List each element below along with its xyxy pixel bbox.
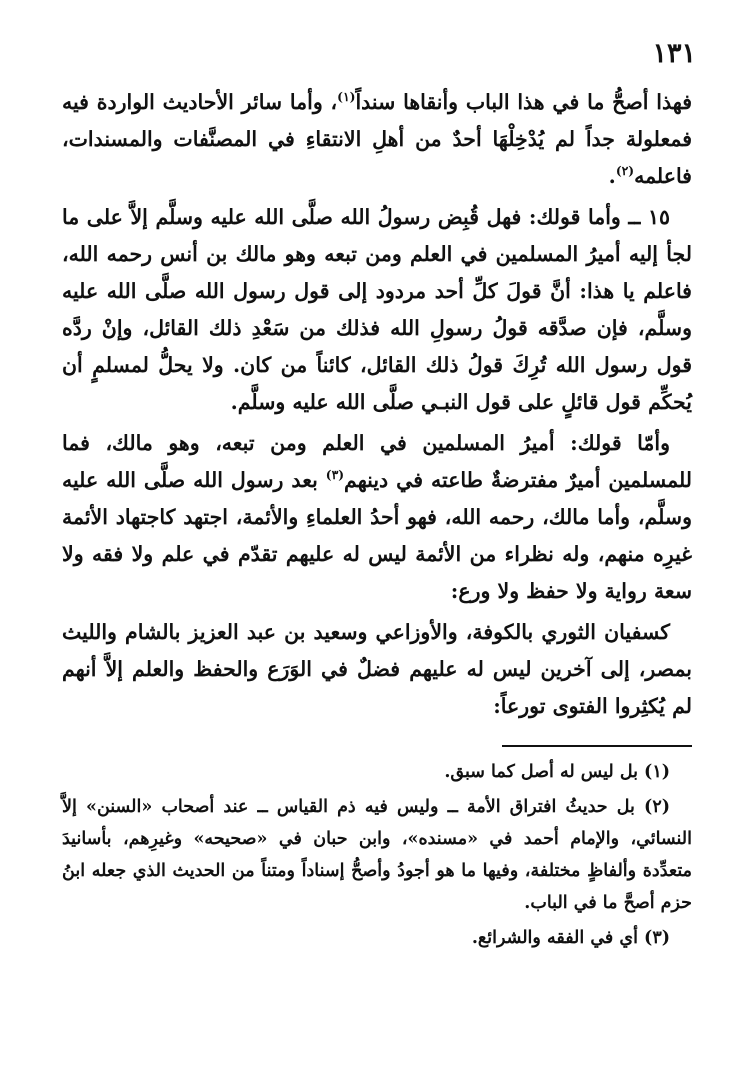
paragraph-4-text: كسفيان الثوري بالكوفة، والأوزاعي وسعيد بن عبد العزيز بالشام والليث بمصر، إلى آخرين ليس له عليهم فضلٌ في الوَرَع والحفظ والعلم إلاَّ أنهم لم يُكثِروا الفتوى تورعاً: [62, 620, 692, 718]
footnote-2: (٢) بل حديثُ افتراق الأمة ــ وليس فيه ذم القياس ــ عند أصحاب «السنن» إلاَّ النسائي، والإمام أحمد في «مسنده»، وابن حبان في «صحيحه» وغيرِهم، بأسانيدَ متعدِّدة وألفاظٍ مختلفة، وفيها ما هو أجودُ وأصحُّ إسناداً ومتناً من الحديث الذي جعله ابنُ حزم أصحَّ ما في الباب. [62, 797, 692, 913]
paragraph-1 [62, 84, 692, 195]
paragraph-1-end: . [608, 164, 616, 188]
paragraph-4 [62, 614, 692, 725]
paragraph-2-text: ١٥ ــ وأما قولك: فهل قُبِض رسولُ الله صلَّى الله عليه وسلَّم إلاَّ على ما لجأ إليه أميرُ المسلمين في العلم ومن تبعه وهو مالك بن أنس رحمه الله، فاعلم يا هذا: أنَّ قولَ كلِّ أحد مردود إلى قول رسول الله صلَّى الله عليه وسلَّم، فإن صدَّقه قولُ رسولِ الله فذلك من سَعْدِ ذلك القائل، وإنْ ردَّه قول رسول الله تُرِكَ قولُ ذلك القائل، كائناً من كان. ولا يحلُّ لمسلمٍ أن يُحكِّم قول قائلٍ على قول النبـي صلَّى الله عليه وسلَّم. [62, 205, 692, 414]
footnote-3: (٣) أي في الفقه والشرائع. [471, 928, 670, 948]
main-text [62, 84, 692, 729]
footnote-ref-1[interactable]: (١) [337, 89, 356, 105]
paragraph-3-text: وأمّا قولك: أميرُ المسلمين في العلم ومن تبعه، وهو مالك، فما للمسلمين أميرٌ مفترضةٌ طاعته في دينهم [62, 431, 692, 492]
footnote-1: (١) بل ليس له أصل كما سبق. [444, 762, 670, 782]
paragraph-1-text: فهذا أصحُّ ما في هذا الباب وأنقاها سنداً [355, 90, 692, 114]
paragraph-1-tail: ، وأما سائر الأحاديث الواردة فيه فمعلولة جداً لم يُدْخِلْهَا أحدٌ من أهلِ الانتقاءِ في المصنَّفات والمسندات، فاعلمه [62, 90, 692, 188]
page-number: ١٣١ [652, 38, 696, 69]
footnote-ref-2[interactable]: (٢) [615, 163, 635, 179]
footnote-ref-3[interactable]: (٣) [325, 467, 345, 483]
paragraph-3 [62, 425, 692, 610]
paragraph-3-tail: بعد رسول الله صلَّى الله عليه وسلَّم، وأما مالك، رحمه الله، فهو أحدُ العلماءِ والأئمة، اجتهد كاجتهاد الأئمة غيرِه منهم، وله نظراء من الأئمة ليس له عليهم تقدّم في علم ولا فقه ولا سعة رواية ولا حفظ ولا ورع: [62, 468, 692, 603]
footnote-divider [502, 745, 692, 747]
paragraph-2 [62, 199, 692, 421]
footnotes [62, 756, 692, 957]
